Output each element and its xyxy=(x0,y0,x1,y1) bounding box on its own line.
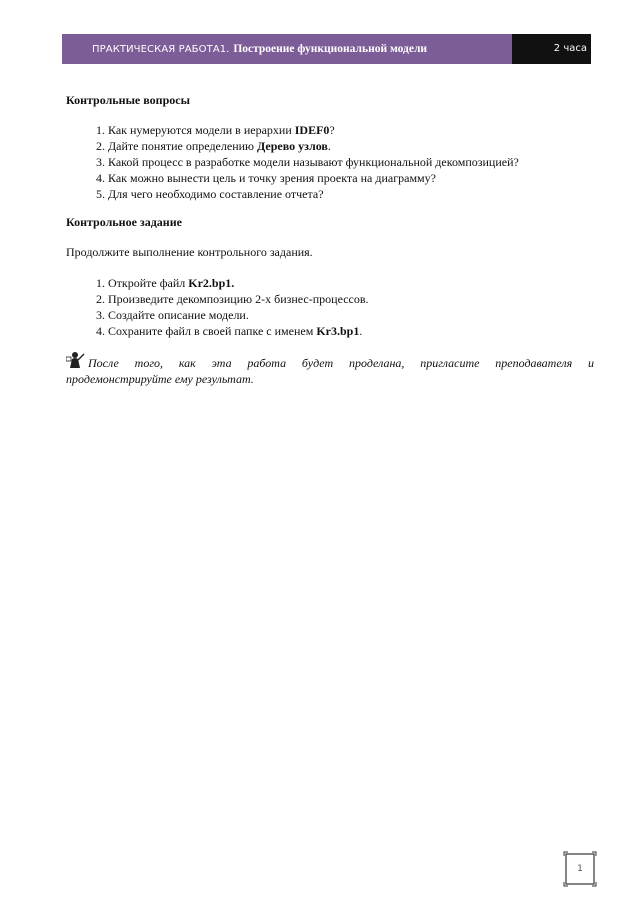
header-title xyxy=(92,34,427,64)
header-number: 1. xyxy=(219,44,230,55)
document-body xyxy=(66,92,594,387)
list-item: 1. Как нумеруются модели в иерархии IDEF0? xyxy=(108,122,594,138)
task-list xyxy=(66,275,594,339)
page-number-badge xyxy=(563,851,597,887)
list-item: 4. Сохраните файл в своей папке с именем Kr3.bp1. xyxy=(108,323,594,339)
header-title-text: Построение функциональной модели xyxy=(233,43,428,55)
list-item: 3. Создайте описание модели. xyxy=(108,307,594,323)
list-item: 1. Откройте файл Kr2.bp1. xyxy=(108,275,594,291)
teacher-figure-icon xyxy=(66,351,86,369)
list-item: 5. Для чего необходимо составление отчета? xyxy=(108,186,594,202)
list-item: 3. Какой процесс в разработке модели называют функциональной декомпозицией? xyxy=(108,154,594,170)
header-label: ПРАКТИЧЕСКАЯ РАБОТА xyxy=(92,44,220,55)
note-line-1: После того, как эта работа будет проделана, пригласите преподавателя и xyxy=(66,351,594,371)
questions-list xyxy=(66,122,594,202)
list-item: 2. Произведите декомпозицию 2-х бизнес-процессов. xyxy=(108,291,594,307)
page-number: 1 xyxy=(577,864,583,874)
note-line-2: продемонстрируйте ему результат. xyxy=(66,372,254,386)
header-hours: 2 часа xyxy=(512,34,591,64)
note-block xyxy=(66,351,594,387)
section-heading-task: Контрольное задание xyxy=(66,215,182,229)
list-item: 2. Дайте понятие определению Дерево узлов. xyxy=(108,138,594,154)
task-intro: Продолжите выполнение контрольного задания. xyxy=(66,245,313,259)
list-item: 4. Как можно вынести цель и точку зрения проекта на диаграмму? xyxy=(108,170,594,186)
section-heading-questions: Контрольные вопросы xyxy=(66,93,190,107)
page-header xyxy=(62,34,591,64)
